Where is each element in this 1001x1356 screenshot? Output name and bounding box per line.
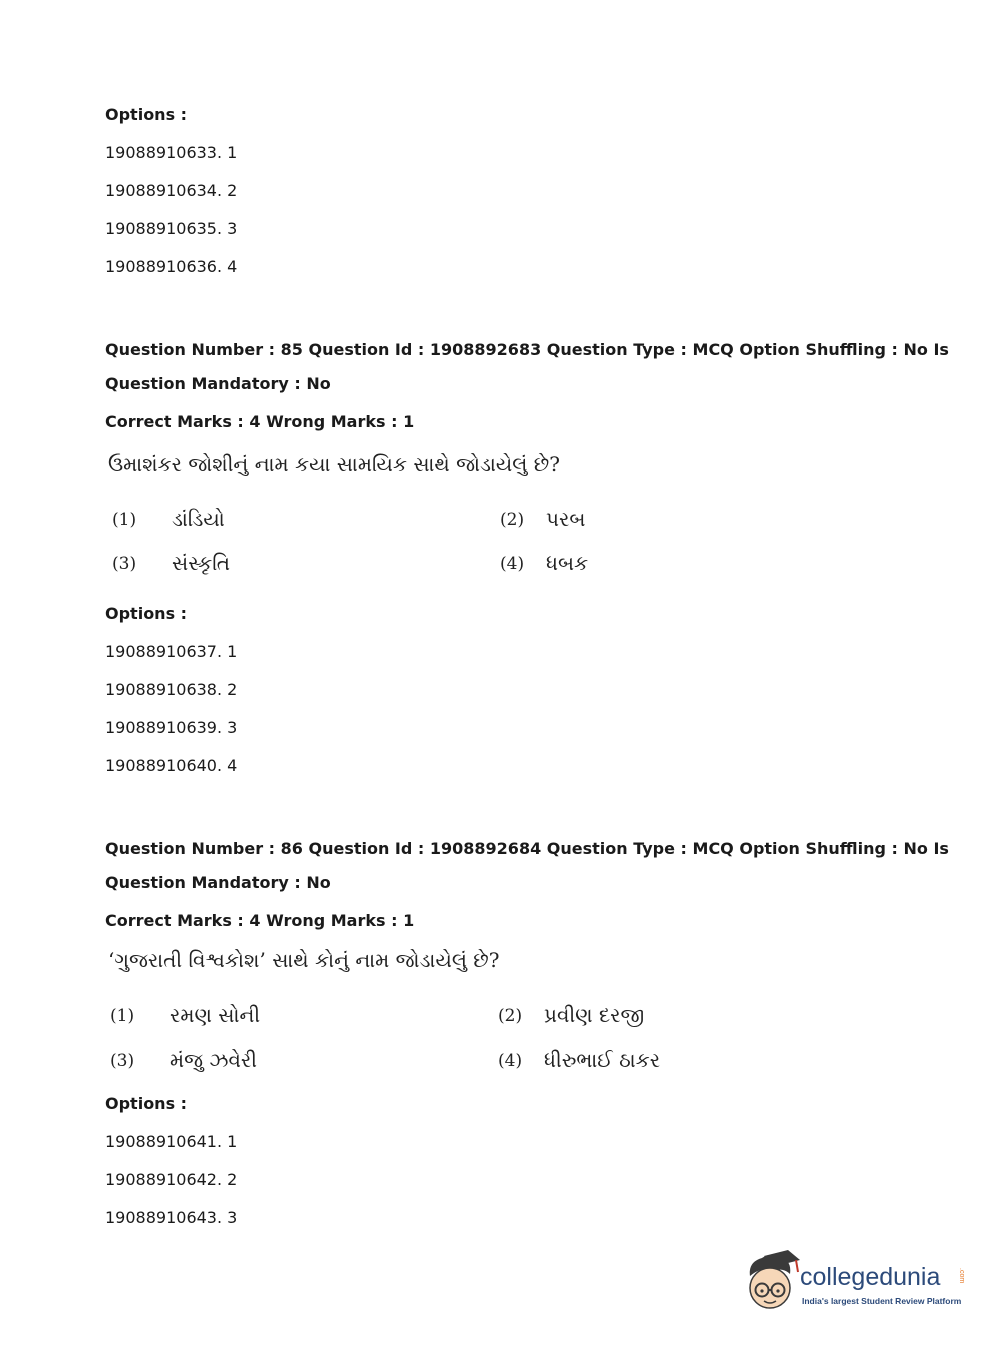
answer-choice [500,507,586,532]
answer-choice [112,551,230,576]
option-id: 19088910643. 3 [105,1208,238,1227]
option-id: 19088910641. 1 [105,1132,238,1151]
logo-wordmark: collegedunia [800,1263,941,1291]
choice-number: (2) [500,510,525,530]
choice-number: (2) [498,1006,523,1026]
choice-number: (4) [500,554,525,574]
choice-number: (4) [498,1051,523,1071]
choice-text: પરબ [546,507,586,531]
logo-domain: .com [958,1268,965,1284]
choice-number: (3) [112,554,137,574]
question-marks: Correct Marks : 4 Wrong Marks : 1 [105,412,415,431]
answer-choice [500,551,589,576]
answer-choice [110,1003,261,1028]
answer-choice [110,1048,257,1073]
choice-text: ધબક [546,551,589,575]
question-header: Question Mandatory : No [105,873,331,892]
option-id: 19088910633. 1 [105,143,238,162]
option-id: 19088910639. 3 [105,718,238,737]
collegedunia-logo[interactable] [744,1250,974,1316]
question-header: Question Mandatory : No [105,374,331,393]
option-id: 19088910640. 4 [105,756,238,775]
choice-number: (1) [112,510,137,530]
question-stem: ‘ગુજરાતી વિશ્વકોશ’ સાથે કોનું નામ જોડાયેલું છે? [108,948,500,972]
mascot-icon [744,1250,800,1316]
question-header: Question Number : 86 Question Id : 1908892684 Question Type : MCQ Option Shuffling : No Is [105,839,949,858]
answer-choice [498,1048,661,1073]
choice-text: સંસ્કૃતિ [172,551,230,575]
question-marks: Correct Marks : 4 Wrong Marks : 1 [105,911,415,930]
option-id: 19088910636. 4 [105,257,238,276]
logo-tagline: India's largest Student Review Platform [802,1296,962,1306]
question-stem: ઉમાશંકર જોશીનું નામ કયા સામયિક સાથે જોડાયેલું છે? [108,452,560,476]
answer-choice [498,1003,645,1028]
option-id: 19088910642. 2 [105,1170,238,1189]
option-id: 19088910634. 2 [105,181,238,200]
choice-text: ડાંડિયો [172,507,225,531]
options-label: Options : [105,105,188,124]
choice-text: પ્રવીણ દરજી [544,1003,645,1027]
option-id: 19088910638. 2 [105,680,238,699]
choice-text: ધીરુભાઈ ઠાકર [544,1048,661,1072]
choice-number: (1) [110,1006,135,1026]
option-id: 19088910635. 3 [105,219,238,238]
choice-text: મંજુ ઝવેરી [170,1048,257,1072]
question-header: Question Number : 85 Question Id : 1908892683 Question Type : MCQ Option Shuffling : No Is [105,340,949,359]
options-label: Options : [105,604,188,623]
option-id: 19088910637. 1 [105,642,238,661]
choice-text: રમણ સોની [170,1003,261,1027]
choice-number: (3) [110,1051,135,1071]
options-label: Options : [105,1094,188,1113]
answer-choice [112,507,225,532]
